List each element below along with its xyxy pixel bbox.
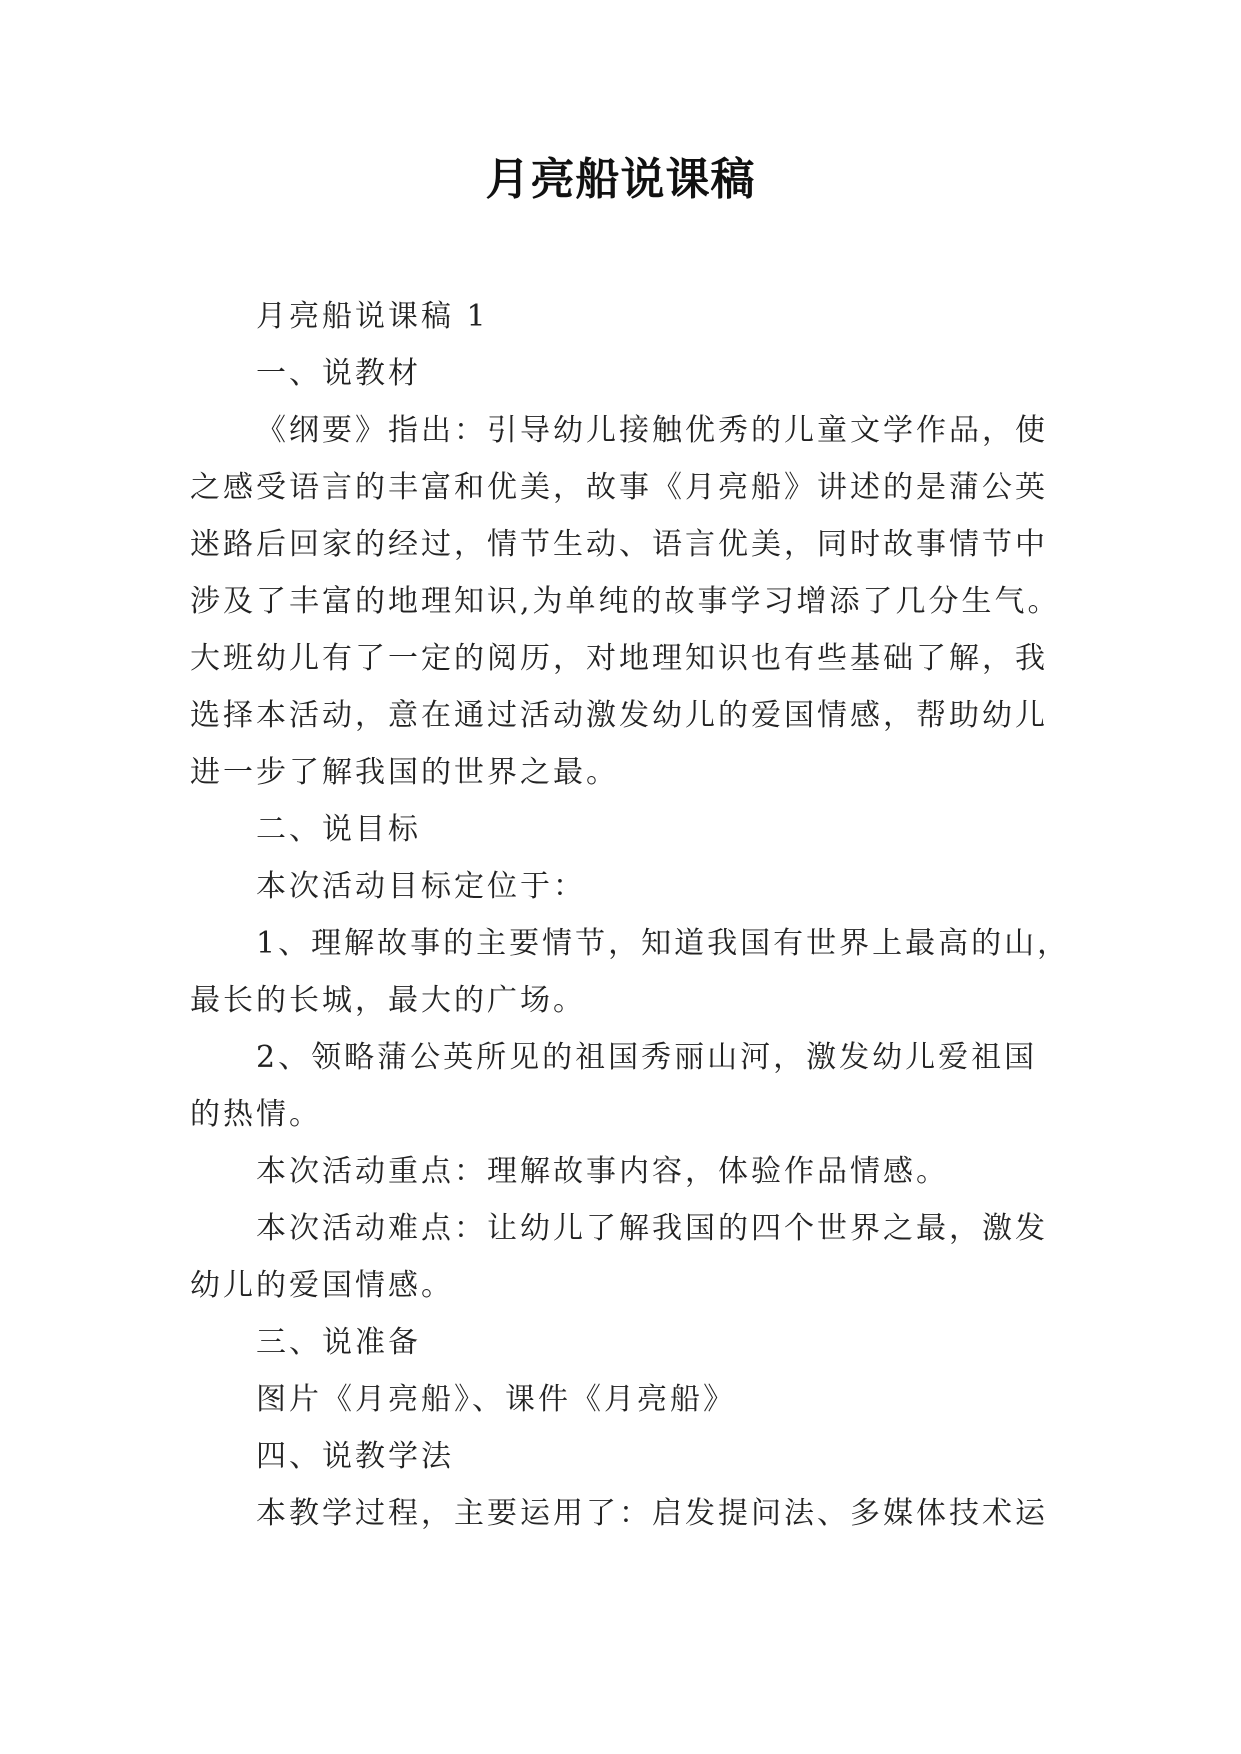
paragraph-line: 幼儿的爱国情感。	[190, 1268, 454, 1303]
document-body	[190, 288, 1070, 1542]
paragraph-line: 大班幼儿有了一定的阅历，对地理知识也有些基础了解，我	[190, 641, 1048, 676]
paragraph-line: 本次活动目标定位于：	[256, 869, 586, 904]
paragraph-line: 2、领略蒲公英所见的祖国秀丽山河，激发幼儿爱祖国	[256, 1040, 1038, 1075]
paragraph-line: 1、理解故事的主要情节，知道我国有世界上最高的山，	[256, 926, 1071, 961]
paragraph-line: 之感受语言的丰富和优美，故事《月亮船》讲述的是蒲公英	[190, 470, 1048, 505]
paragraph-line: 本教学过程，主要运用了：启发提问法、多媒体技术运	[256, 1496, 1048, 1531]
paragraph-line: 四、说教学法	[256, 1439, 454, 1474]
paragraph-line: 图片《月亮船》、课件《月亮船》	[256, 1382, 736, 1417]
document-title: 月亮船说课稿	[485, 154, 756, 205]
paragraph-line: 《纲要》指出：引导幼儿接触优秀的儿童文学作品，使	[256, 413, 1048, 448]
paragraph-line: 进一步了解我国的世界之最。	[190, 755, 619, 790]
paragraph-line: 最长的长城，最大的广场。	[190, 983, 586, 1018]
paragraph-line: 一、说教材	[256, 356, 421, 391]
paragraph-line: 月亮船说课稿 1	[256, 299, 489, 334]
paragraph-line: 涉及了丰富的地理知识,为单纯的故事学习增添了几分生气。	[190, 584, 1061, 619]
paragraph-line: 迷路后回家的经过，情节生动、语言优美，同时故事情节中	[190, 527, 1048, 562]
paragraph-line: 选择本活动，意在通过活动激发幼儿的爱国情感，帮助幼儿	[190, 698, 1048, 733]
paragraph-line: 二、说目标	[256, 812, 421, 847]
paragraph-line: 三、说准备	[256, 1325, 421, 1360]
paragraph-line: 的热情。	[190, 1097, 322, 1132]
paragraph-line: 本次活动难点：让幼儿了解我国的四个世界之最，激发	[256, 1211, 1048, 1246]
paragraph-line: 本次活动重点：理解故事内容，体验作品情感。	[256, 1154, 949, 1189]
